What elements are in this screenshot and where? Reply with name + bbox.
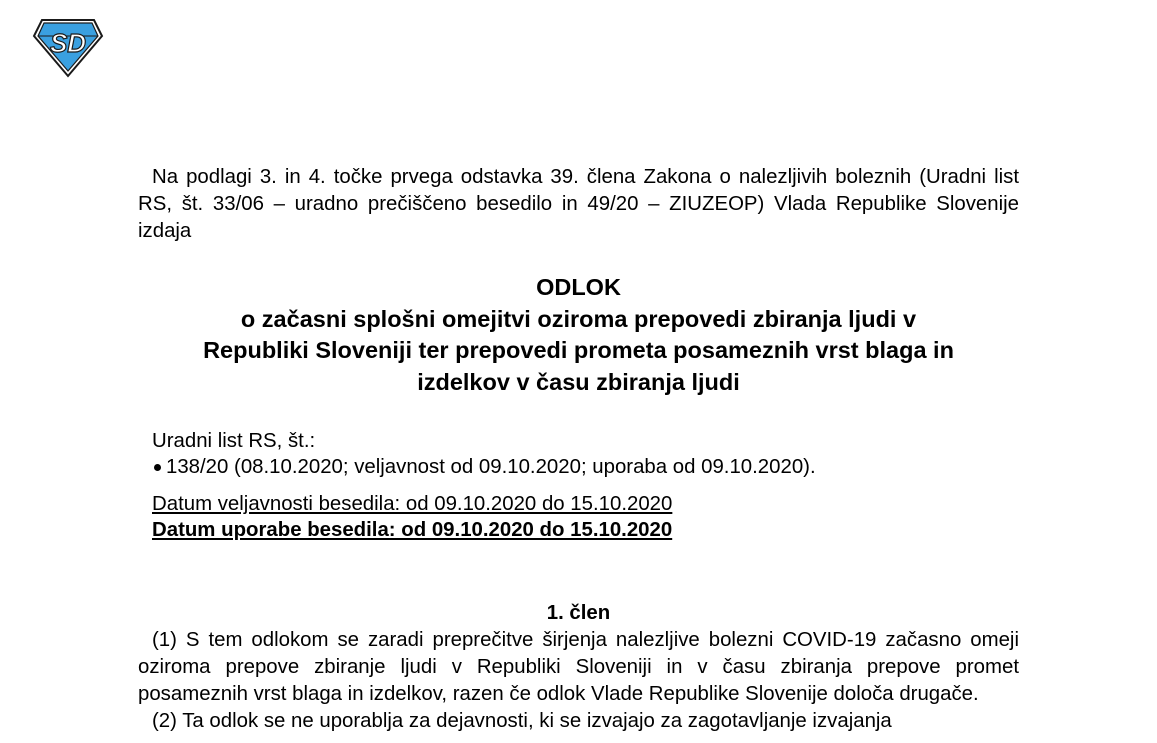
title-line-1: ODLOK bbox=[536, 274, 621, 300]
bullet-icon bbox=[154, 464, 161, 471]
title-line-3: Republiki Sloveniji ter prepovedi prometa posameznih vrst blaga in bbox=[203, 337, 954, 363]
gazette-item bbox=[152, 454, 1019, 480]
sd-diamond-logo-icon bbox=[32, 16, 104, 78]
gazette-item-text: 138/20 (08.10.2020; veljavnost od 09.10.2020; uporaba od 09.10.2020). bbox=[166, 456, 816, 478]
title-line-4: izdelkov v času zbiranja ljudi bbox=[417, 368, 740, 395]
article-1-paragraph-2: (2) Ta odlok se ne uporablja za dejavnosti, ki se izvajajo za zagotavljanje izvajanja bbox=[152, 710, 892, 732]
gazette-label: Uradni list RS, št.: bbox=[152, 430, 316, 452]
sd-logo bbox=[32, 16, 104, 78]
article-1-heading: 1. člen bbox=[546, 602, 611, 624]
document-title bbox=[138, 272, 1019, 398]
svg-text:SD: SD bbox=[49, 28, 87, 58]
document-page bbox=[138, 164, 1019, 735]
application-date: Datum uporabe besedila: od 09.10.2020 do 15.10.2020 bbox=[152, 519, 673, 541]
intro-paragraph: Na podlagi 3. in 4. točke prvega odstavka 39. člena Zakona o nalezljivih boleznih (Uradni list RS, št. 33/06 – uradno prečiščeno besedilo in 49/20 – ZIUZEOP) Vlada Republike Slovenije izdaja bbox=[138, 166, 1019, 242]
gazette-block bbox=[138, 428, 1019, 480]
validity-date: Datum veljavnosti besedila: od 09.10.2020 do 15.10.2020 bbox=[152, 493, 673, 515]
title-line-2: o začasni splošni omejitvi oziroma prepovedi zbiranja ljudi v bbox=[240, 305, 917, 332]
article-1-paragraph-1: (1) S tem odlokom se zaradi preprečitve širjenja nalezljive bolezni COVID-19 začasno omeji oziroma prepove zbiranje ljudi v Republiki Sloveniji in v času zbiranja prepove promet posameznih vrst blaga in izdelkov, razen če odlok Vlade Republike Slovenije določa drugače. bbox=[138, 629, 1019, 705]
dates-block bbox=[138, 491, 1019, 543]
